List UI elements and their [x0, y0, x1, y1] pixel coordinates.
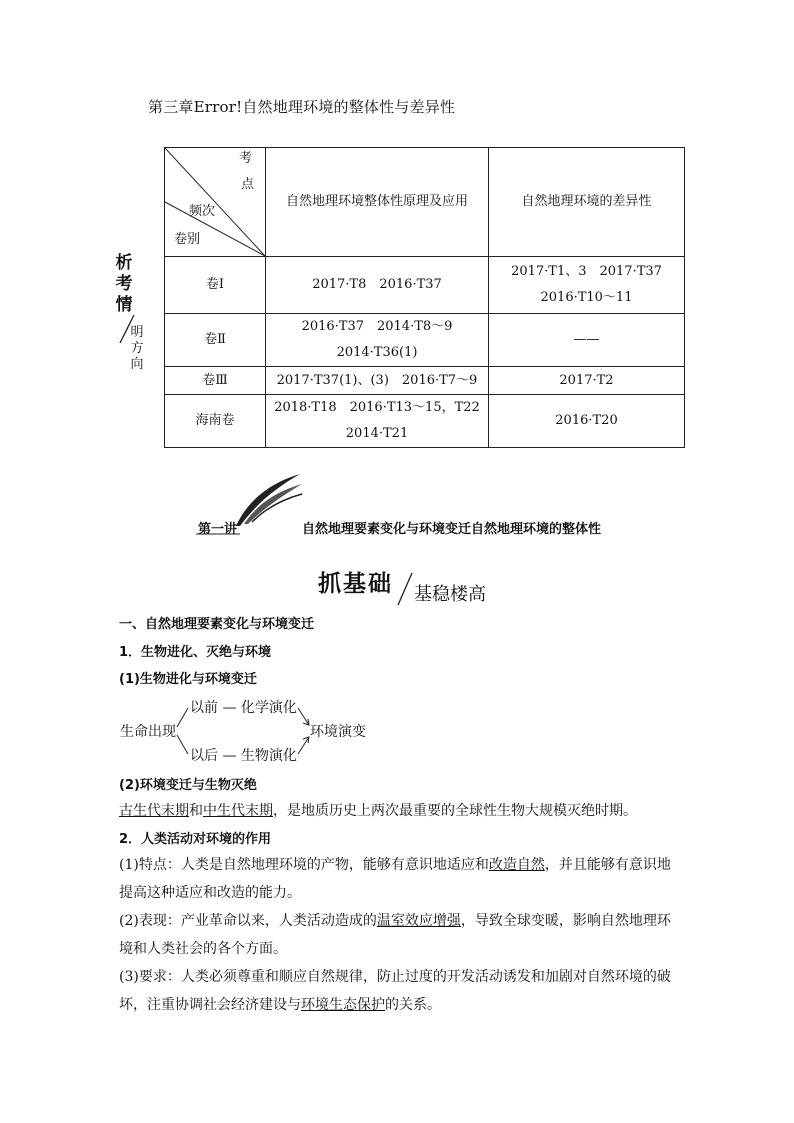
flow-top: 以前 — 化学演化 — [190, 700, 297, 716]
side-small-3: 向 — [130, 357, 144, 372]
paragraph-3 — [119, 907, 681, 963]
side-big-1: 析 — [115, 253, 133, 273]
corner-top: 考 — [239, 151, 253, 166]
p4-rest: 的关系。 — [385, 997, 441, 1013]
row-label: 卷Ⅱ — [165, 314, 266, 367]
flow-left: 生命出现 — [120, 724, 176, 740]
corner-mid: 频次 — [189, 204, 216, 219]
row-cell — [489, 314, 685, 367]
flow-diagram — [120, 693, 380, 773]
p3-rest: ，导致全球变暖，影响自然地理环境和人类社会的各个方面。 — [119, 913, 671, 957]
table-row — [165, 314, 685, 367]
heading-3-text: (1)生物进化与环境变迁 — [119, 672, 257, 687]
row-cell — [266, 367, 489, 395]
lecture-title: 自然地理要素变化与环境变迁自然地理环境的整体性 — [302, 522, 602, 537]
row-label: 卷Ⅲ — [165, 367, 266, 395]
p1-underline: 古生代末期 — [119, 803, 189, 819]
row-cell — [489, 395, 685, 448]
paragraph-2 — [119, 851, 681, 907]
side-label — [112, 253, 162, 372]
heading-5 — [119, 825, 681, 854]
heading-3 — [119, 665, 681, 694]
heading-2-text: 1．生物进化、灭绝与环境 — [119, 645, 272, 660]
cell-line: 2016·T20 — [555, 413, 618, 428]
p2-underline: 改造自然 — [488, 857, 545, 873]
side-small-2: 方 — [130, 341, 144, 356]
flow-bottom: 以后 — 生物演化 — [190, 748, 297, 764]
cell-line: 2018·T18 2016·T13～15，T22 — [274, 400, 480, 415]
corner-cell — [165, 148, 266, 257]
header-col2: 自然地理环境的差异性 — [489, 148, 685, 257]
chapter-title: 第三章Error!自然地理环境的整体性与差异性 — [148, 98, 456, 116]
cell-line: 2017·T2 — [559, 372, 614, 388]
heading-1 — [119, 610, 681, 639]
cell-line: 2016·T10～11 — [540, 290, 633, 305]
row-cell — [266, 395, 489, 448]
cell-line: —— — [573, 332, 600, 347]
heading-5-text: 2．人类活动对环境的作用 — [119, 832, 272, 847]
corner-bottom: 卷别 — [174, 232, 201, 247]
side-big-2: 考 — [115, 274, 133, 294]
row-cell — [266, 257, 489, 314]
corner-top2: 点 — [241, 177, 255, 192]
table-row — [165, 395, 685, 448]
table-header-row — [165, 148, 685, 257]
paragraph-4 — [119, 963, 681, 1019]
p1-mid: 和 — [189, 803, 203, 819]
p1-underline-2: 中生代末期 — [203, 803, 273, 819]
cell-line: 2014·T36(1) — [336, 345, 418, 360]
row-label: 卷Ⅰ — [165, 257, 266, 314]
exam-table — [164, 147, 685, 448]
section-banner-main: 抓基础 — [318, 571, 393, 597]
row-cell — [489, 257, 685, 314]
row-cell — [489, 367, 685, 395]
p3-underline: 温室效应增强 — [376, 913, 461, 929]
p1-rest: ，是地质历史上两次最重要的全球性生物大规模灭绝时期。 — [273, 803, 637, 819]
flow-right: 环境演变 — [310, 724, 366, 740]
cell-line: 2016·T37 2014·T8～9 — [301, 319, 453, 334]
row-label: 海南卷 — [165, 395, 266, 448]
flow-arrows — [120, 693, 380, 773]
p4-underline: 环境生态保护 — [301, 997, 385, 1013]
heading-4 — [119, 771, 681, 800]
row-cell — [266, 314, 489, 367]
cell-line: 2017·T8 2016·T37 — [312, 277, 442, 292]
p4-pre: (3)要求：人类必须尊重和顺应自然规律，防止过度的开发活动诱发和加剧对自然环境的破坏，注重协调社会经济建设与 — [119, 969, 671, 1013]
side-big-3: 情 — [115, 295, 133, 315]
lecture-number: 第一讲 — [198, 522, 238, 537]
side-small-1: 明 — [130, 325, 144, 340]
table-row — [165, 257, 685, 314]
table-row — [165, 367, 685, 395]
p3-pre: (2)表现：产业革命以来，人类活动造成的 — [119, 913, 377, 929]
swoosh-decoration — [232, 470, 304, 528]
heading-2 — [119, 638, 681, 667]
section-banner-sub: 基稳楼高 — [414, 584, 486, 605]
header-col1: 自然地理环境整体性原理及应用 — [266, 148, 489, 257]
p2-pre: (1)特点：人类是自然地理环境的产物，能够有意识地适应和 — [119, 857, 489, 873]
side-small — [129, 325, 145, 373]
p2-rest: ，并且能够有意识地提高这种适应和改造的能力。 — [119, 857, 671, 901]
cell-line: 2017·T1、3 2017·T37 — [511, 264, 662, 279]
cell-line: 2014·T21 — [345, 426, 409, 441]
paragraph-1 — [119, 797, 681, 825]
heading-4-text: (2)环境变迁与生物灭绝 — [119, 778, 257, 793]
banner-slash — [396, 572, 414, 606]
cell-line: 2017·T37(1)、(3) 2016·T7～9 — [276, 372, 478, 388]
heading-1-text: 一、自然地理要素变化与环境变迁 — [119, 617, 315, 632]
